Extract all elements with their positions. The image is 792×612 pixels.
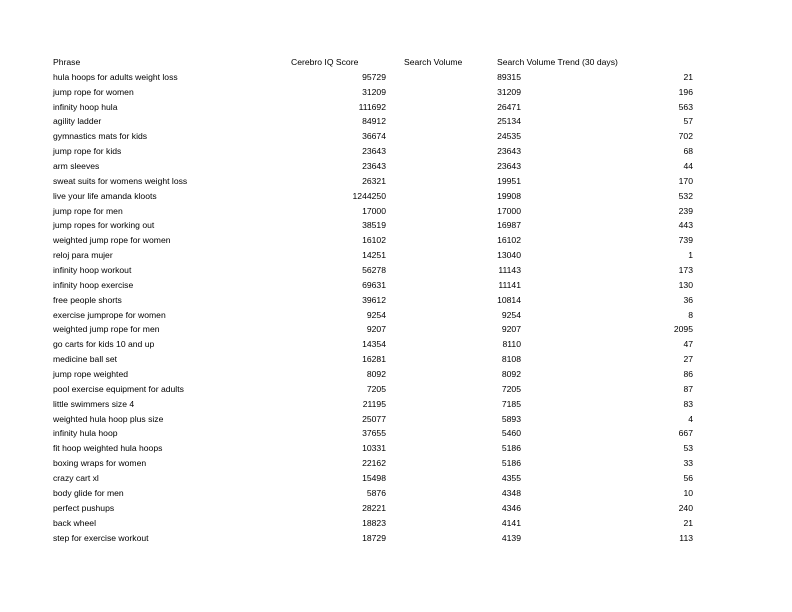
table-row <box>53 129 698 144</box>
cerebro-iq-score-cell: 21195 <box>362 398 386 409</box>
table-row <box>53 263 698 278</box>
search-volume-trend-cell: 21 <box>683 517 693 528</box>
search-volume-cell: 17000 <box>497 205 521 216</box>
phrase-cell: infinity hoop hula <box>53 101 118 112</box>
search-volume-trend-cell: 44 <box>683 161 693 172</box>
cerebro-iq-score-cell: 69631 <box>362 279 386 290</box>
phrase-cell: jump rope for women <box>53 86 134 97</box>
cerebro-iq-score-cell: 37655 <box>362 428 386 439</box>
table-row <box>53 248 698 263</box>
search-volume-trend-cell: 4 <box>688 413 693 424</box>
table-row <box>53 159 698 174</box>
search-volume-cell: 4346 <box>501 502 521 513</box>
search-volume-cell: 25134 <box>497 116 521 127</box>
phrase-cell: weighted jump rope for men <box>53 324 160 335</box>
table-row <box>53 531 698 546</box>
header-phrase: Phrase <box>53 57 81 67</box>
cerebro-iq-score-cell: 9254 <box>366 309 386 320</box>
search-volume-trend-cell: 196 <box>678 86 693 97</box>
phrase-cell: boxing wraps for women <box>53 458 147 469</box>
table-row <box>53 471 698 486</box>
phrase-cell: perfect pushups <box>53 502 115 513</box>
phrase-cell: infinity hula hoop <box>53 428 118 439</box>
table-row <box>53 204 698 219</box>
table-row <box>53 382 698 397</box>
search-volume-trend-cell: 170 <box>678 175 693 186</box>
table-header-row <box>53 55 698 70</box>
table-row <box>53 412 698 427</box>
table-row <box>53 426 698 441</box>
search-volume-cell: 5460 <box>501 428 521 439</box>
search-volume-cell: 5893 <box>501 413 521 424</box>
phrase-cell: hula hoops for adults weight loss <box>53 71 178 82</box>
search-volume-cell: 26471 <box>497 101 521 112</box>
phrase-cell: agility ladder <box>53 116 102 127</box>
phrase-cell: go carts for kids 10 and up <box>53 339 155 350</box>
table-row <box>53 441 698 456</box>
phrase-cell: body glide for men <box>53 487 124 498</box>
search-volume-cell: 4141 <box>501 517 521 528</box>
cerebro-iq-score-cell: 1244250 <box>352 190 386 201</box>
table-row <box>53 501 698 516</box>
search-volume-cell: 8108 <box>501 354 521 365</box>
cerebro-iq-score-cell: 22162 <box>362 458 386 469</box>
table-row <box>53 352 698 367</box>
search-volume-cell: 89315 <box>497 71 521 82</box>
search-volume-cell: 13040 <box>497 250 521 261</box>
search-volume-trend-cell: 36 <box>683 294 693 305</box>
phrase-cell: jump ropes for working out <box>53 220 155 231</box>
search-volume-trend-cell: 87 <box>683 383 693 394</box>
table-row <box>53 397 698 412</box>
search-volume-cell: 4139 <box>501 532 521 543</box>
cerebro-iq-score-cell: 14251 <box>362 250 386 261</box>
search-volume-trend-cell: 739 <box>678 235 693 246</box>
table-row <box>53 233 698 248</box>
phrase-cell: back wheel <box>53 517 96 528</box>
phrase-cell: infinity hoop workout <box>53 265 132 276</box>
search-volume-cell: 16987 <box>497 220 521 231</box>
search-volume-cell: 4355 <box>501 473 521 484</box>
phrase-cell: gymnastics mats for kids <box>53 131 148 142</box>
cerebro-iq-score-cell: 56278 <box>362 265 386 276</box>
phrase-cell: arm sleeves <box>53 161 100 172</box>
search-volume-cell: 11141 <box>498 279 521 290</box>
search-volume-trend-cell: 47 <box>683 339 693 350</box>
search-volume-trend-cell: 21 <box>683 71 693 82</box>
table-row <box>53 218 698 233</box>
search-volume-cell: 9254 <box>501 309 521 320</box>
search-volume-cell: 8110 <box>502 339 521 350</box>
search-volume-trend-cell: 563 <box>678 101 693 112</box>
cerebro-iq-score-cell: 95729 <box>362 71 386 82</box>
phrase-cell: free people shorts <box>53 294 122 305</box>
phrase-cell: exercise jumprope for women <box>53 309 166 320</box>
cerebro-iq-score-cell: 17000 <box>362 205 386 216</box>
search-volume-trend-cell: 173 <box>678 265 693 276</box>
search-volume-trend-cell: 56 <box>683 473 693 484</box>
phrase-cell: crazy cart xl <box>53 473 99 484</box>
table-row <box>53 144 698 159</box>
cerebro-iq-score-cell: 9207 <box>366 324 386 335</box>
search-volume-cell: 19951 <box>497 175 521 186</box>
cerebro-iq-score-cell: 10331 <box>362 443 386 454</box>
search-volume-trend-cell: 27 <box>683 354 693 365</box>
phrase-cell: live your life amanda kloots <box>53 190 157 201</box>
phrase-cell: medicine ball set <box>53 354 118 365</box>
search-volume-cell: 5186 <box>501 443 521 454</box>
cerebro-iq-score-cell: 23643 <box>362 146 386 157</box>
search-volume-trend-cell: 2095 <box>673 324 693 335</box>
cerebro-iq-score-cell: 14354 <box>362 339 386 350</box>
table-row <box>53 114 698 129</box>
search-volume-trend-cell: 33 <box>683 458 693 469</box>
phrase-cell: weighted hula hoop plus size <box>53 413 164 424</box>
search-volume-cell: 24535 <box>497 131 521 142</box>
search-volume-trend-cell: 130 <box>678 279 693 290</box>
search-volume-trend-cell: 8 <box>688 309 693 320</box>
table-row <box>53 337 698 352</box>
table-row <box>53 308 698 323</box>
search-volume-cell: 10814 <box>497 294 521 305</box>
search-volume-trend-cell: 1 <box>688 250 693 261</box>
table-row <box>53 367 698 382</box>
header-search-volume: Search Volume <box>404 57 463 67</box>
cerebro-iq-score-cell: 8092 <box>366 369 386 380</box>
table-row <box>53 322 698 337</box>
table-row <box>53 85 698 100</box>
search-volume-trend-cell: 68 <box>683 146 693 157</box>
search-volume-trend-cell: 113 <box>679 532 693 543</box>
search-volume-cell: 8092 <box>501 369 521 380</box>
phrase-cell: jump rope for kids <box>53 146 122 157</box>
header-cerebro-iq-score: Cerebro IQ Score <box>291 57 359 67</box>
search-volume-trend-cell: 702 <box>678 131 693 142</box>
table-row <box>53 278 698 293</box>
table-row <box>53 189 698 204</box>
phrase-cell: little swimmers size 4 <box>53 398 135 409</box>
phrase-cell: step for exercise workout <box>53 532 149 543</box>
search-volume-trend-cell: 86 <box>683 369 693 380</box>
table-row <box>53 486 698 501</box>
cerebro-iq-score-cell: 39612 <box>362 294 386 305</box>
search-volume-cell: 19908 <box>497 190 521 201</box>
cerebro-iq-score-cell: 18823 <box>362 517 386 528</box>
search-volume-trend-cell: 10 <box>683 487 693 498</box>
search-volume-trend-cell: 83 <box>683 398 693 409</box>
phrase-cell: jump rope for men <box>53 205 123 216</box>
search-volume-cell: 7185 <box>501 398 521 409</box>
table-row <box>53 174 698 189</box>
cerebro-iq-score-cell: 28221 <box>362 502 386 513</box>
search-volume-trend-cell: 532 <box>678 190 693 201</box>
search-volume-trend-cell: 443 <box>678 220 693 231</box>
cerebro-iq-score-cell: 38519 <box>362 220 386 231</box>
cerebro-iq-score-cell: 31209 <box>362 86 386 97</box>
search-volume-cell: 31209 <box>497 86 521 97</box>
search-volume-cell: 23643 <box>497 161 521 172</box>
table-row <box>53 100 698 115</box>
search-volume-cell: 4348 <box>501 487 521 498</box>
cerebro-iq-score-cell: 15498 <box>362 473 386 484</box>
table-body <box>53 70 698 546</box>
header-search-volume-trend: Search Volume Trend (30 days) <box>497 57 618 67</box>
table-row <box>53 456 698 471</box>
cerebro-iq-score-cell: 26321 <box>362 175 386 186</box>
cerebro-iq-score-cell: 16281 <box>362 354 386 365</box>
table-row <box>53 516 698 531</box>
phrase-cell: weighted jump rope for women <box>53 235 171 246</box>
cerebro-iq-score-cell: 111692 <box>358 101 386 112</box>
search-volume-trend-cell: 667 <box>678 428 693 439</box>
search-volume-cell: 7205 <box>501 383 521 394</box>
table-row <box>53 293 698 308</box>
search-volume-cell: 16102 <box>497 235 521 246</box>
cerebro-iq-score-cell: 25077 <box>362 413 386 424</box>
search-volume-cell: 23643 <box>497 146 521 157</box>
phrase-cell: pool exercise equipment for adults <box>53 383 184 394</box>
search-volume-cell: 9207 <box>501 324 521 335</box>
search-volume-trend-cell: 57 <box>683 116 693 127</box>
table-row <box>53 70 698 85</box>
keyword-table <box>53 55 698 545</box>
search-volume-cell: 11143 <box>498 265 521 276</box>
cerebro-iq-score-cell: 36674 <box>362 131 386 142</box>
cerebro-iq-score-cell: 84912 <box>362 116 386 127</box>
search-volume-trend-cell: 239 <box>678 205 693 216</box>
cerebro-iq-score-cell: 16102 <box>362 235 386 246</box>
search-volume-trend-cell: 53 <box>683 443 693 454</box>
phrase-cell: jump rope weighted <box>53 369 129 380</box>
phrase-cell: fit hoop weighted hula hoops <box>53 443 163 454</box>
cerebro-iq-score-cell: 5876 <box>366 487 386 498</box>
cerebro-iq-score-cell: 18729 <box>362 532 386 543</box>
phrase-cell: infinity hoop exercise <box>53 279 134 290</box>
phrase-cell: sweat suits for womens weight loss <box>53 175 188 186</box>
phrase-cell: reloj para mujer <box>53 250 113 261</box>
cerebro-iq-score-cell: 23643 <box>362 161 386 172</box>
cerebro-iq-score-cell: 7205 <box>366 383 386 394</box>
search-volume-trend-cell: 240 <box>678 502 693 513</box>
search-volume-cell: 5186 <box>501 458 521 469</box>
